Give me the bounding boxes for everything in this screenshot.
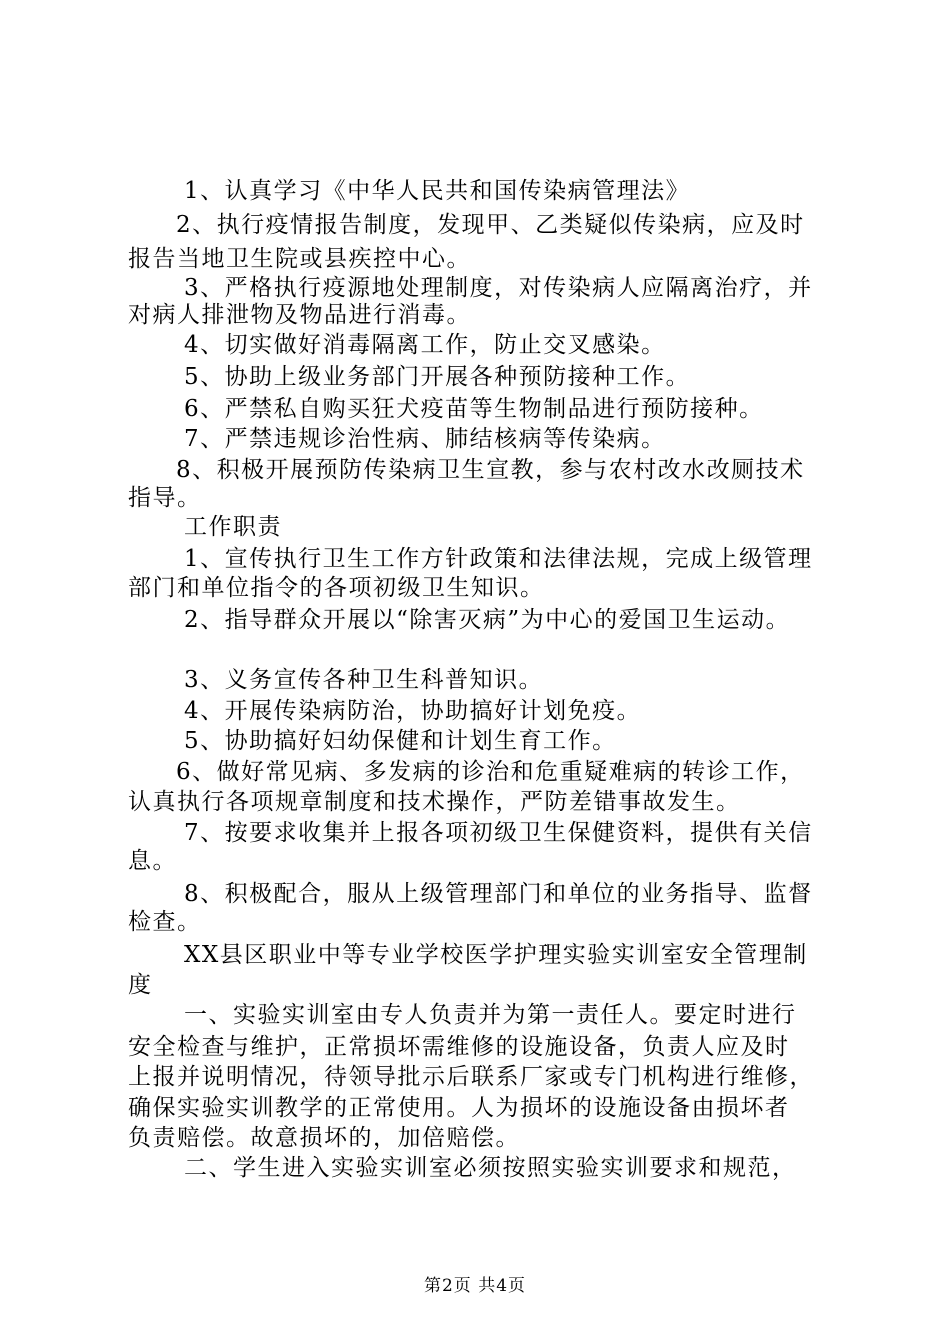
text-line: 5、协助上级业务部门开展各种预防接种工作。 [184, 364, 691, 390]
text-line: 6、做好常见病、多发病的诊治和危重疑难病的转诊工作， [176, 759, 805, 785]
section-heading: XX县区职业中等专业学校医学护理实验实训室安全管理制 [184, 942, 808, 968]
text-line: 对病人排泄物及物品进行消毒。 [128, 302, 471, 328]
text-line: 1、宣传执行卫生工作方针政策和法律法规，完成上级管理 [184, 546, 813, 572]
text-line: 报告当地卫生院或县疾控中心。 [128, 246, 471, 272]
text-line: 4、切实做好消毒隔离工作，防止交叉感染。 [184, 332, 666, 358]
text-line: 1、认真学习《中华人民共和国传染病管理法》 [184, 178, 691, 204]
text-line: 认真执行各项规章制度和技术操作，严防差错事故发生。 [128, 789, 741, 815]
text-line: 7、按要求收集并上报各项初级卫生保健资料，提供有关信 [184, 820, 813, 846]
text-line: 8、积极开展预防传染病卫生宣教，参与农村改水改厕技术 [176, 457, 805, 483]
text-line: 一、实验实训室由专人负责并为第一责任人。要定时进行 [184, 1002, 797, 1028]
text-line: 息。 [128, 848, 177, 874]
page-number-footer: 第2页 共4页 [423, 1276, 527, 1296]
text-line: 部门和单位指令的各项初级卫生知识。 [128, 575, 545, 601]
text-line: 负责赔偿。故意损坏的，加倍赔偿。 [128, 1125, 520, 1151]
text-line: 指导。 [128, 485, 202, 511]
text-line: 确保实验实训教学的正常使用。人为损坏的设施设备由损坏者 [128, 1095, 790, 1121]
text-line: 7、严禁违规诊治性病、肺结核病等传染病。 [184, 426, 666, 452]
text-line: 2、指导群众开展以“除害灭病”为中心的爱国卫生运动。 [184, 607, 791, 633]
text-line: 安全检查与维护，正常损坏需维修的设施设备，负责人应及时 [128, 1034, 790, 1060]
text-line: 8、积极配合，服从上级管理部门和单位的业务指导、监督 [184, 881, 813, 907]
text-line: 3、严格执行疫源地处理制度，对传染病人应隔离治疗，并 [184, 275, 813, 301]
text-line: 检查。 [128, 909, 202, 935]
text-line: 2、执行疫情报告制度，发现甲、乙类疑似传染病，应及时 [176, 212, 805, 238]
section-heading: 工作职责 [184, 514, 282, 540]
text-line: 4、开展传染病防治，协助搞好计划免疫。 [184, 698, 642, 724]
section-heading: 度 [128, 972, 153, 998]
text-line: 二、学生进入实验实训室必须按照实验实训要求和规范， [184, 1155, 797, 1181]
text-line: 3、义务宣传各种卫生科普知识。 [184, 667, 544, 693]
text-line: 上报并说明情况，待领导批示后联系厂家或专门机构进行维修， [128, 1064, 814, 1090]
text-line: 5、协助搞好妇幼保健和计划生育工作。 [184, 728, 617, 754]
text-line: 6、严禁私自购买狂犬疫苗等生物制品进行预防接种。 [184, 396, 764, 422]
